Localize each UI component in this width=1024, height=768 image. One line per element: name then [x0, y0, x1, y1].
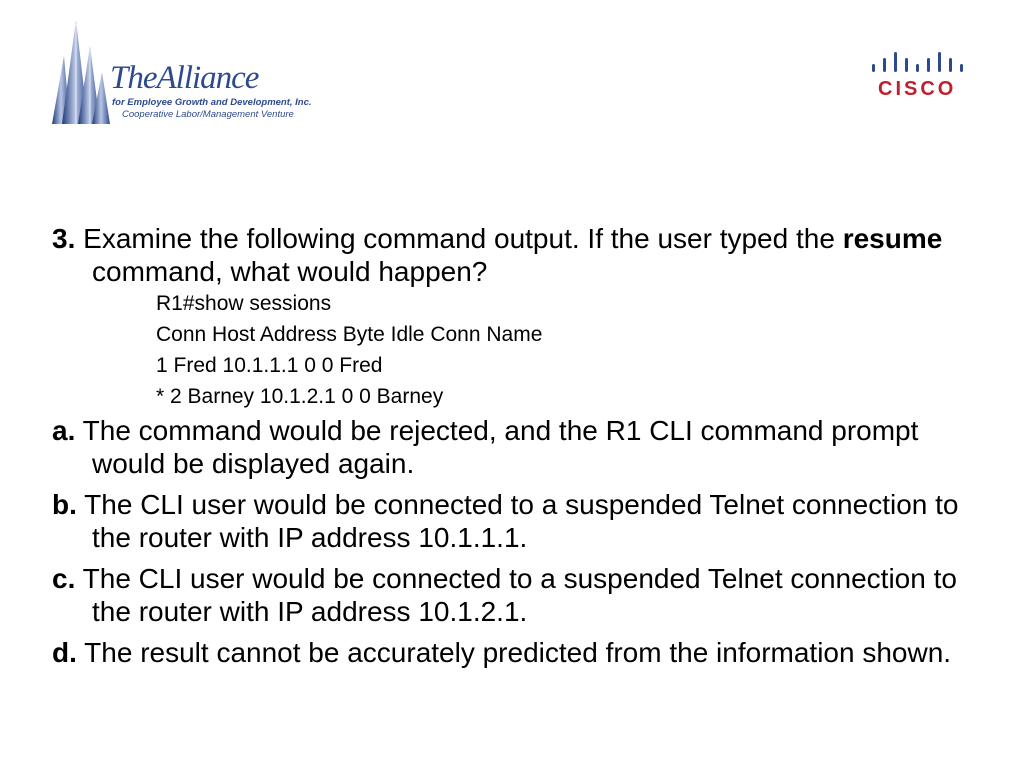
alliance-logo-subtitle: for Employee Growth and Development, Inc. — [112, 97, 312, 108]
question — [52, 222, 972, 288]
cisco-bridge-bars-icon — [866, 44, 966, 76]
answer-text: The command would be rejected, and the R1 CLI command prompt would be displayed again. — [82, 415, 919, 479]
alliance-logo-name: TheAlliance — [110, 60, 259, 96]
answer-text: The CLI user would be connected to a suspended Telnet connection to the router with IP address 10.1.1.1. — [84, 489, 959, 553]
answer-letter: d. — [52, 637, 77, 668]
answer-a — [52, 414, 972, 480]
question-number: 3. — [52, 223, 76, 254]
cisco-logo-name: CISCO — [878, 78, 957, 100]
cisco-logo — [866, 44, 966, 104]
code-line: * 2 Barney 10.1.2.1 0 0 Barney — [156, 385, 444, 408]
question-text: Examine the following command output. If the user typed the — [83, 223, 835, 254]
answer-text: The CLI user would be connected to a suspended Telnet connection to the router with IP address 10.1.2.1. — [82, 563, 957, 627]
alliance-logo — [48, 16, 312, 128]
question-text-end: command, what would happen? — [92, 256, 488, 287]
answer-letter: b. — [52, 489, 77, 520]
answer-letter: a. — [52, 415, 76, 446]
answer-d — [52, 636, 972, 669]
answer-text: The result cannot be accurately predicted from the information shown. — [84, 637, 952, 668]
slide-content — [52, 222, 972, 677]
answer-b — [52, 488, 972, 554]
answer-c — [52, 562, 972, 628]
answer-letter: c. — [52, 563, 76, 594]
alliance-logo-tagline: Cooperative Labor/Management Venture — [122, 109, 294, 120]
question-keyword: resume — [842, 223, 943, 254]
code-line: R1#show sessions — [156, 292, 332, 315]
code-line: Conn Host Address Byte Idle Conn Name — [156, 323, 543, 346]
code-line: 1 Fred 10.1.1.1 0 0 Fred — [156, 354, 383, 377]
command-output — [52, 288, 972, 412]
building-towers-icon — [48, 16, 118, 128]
